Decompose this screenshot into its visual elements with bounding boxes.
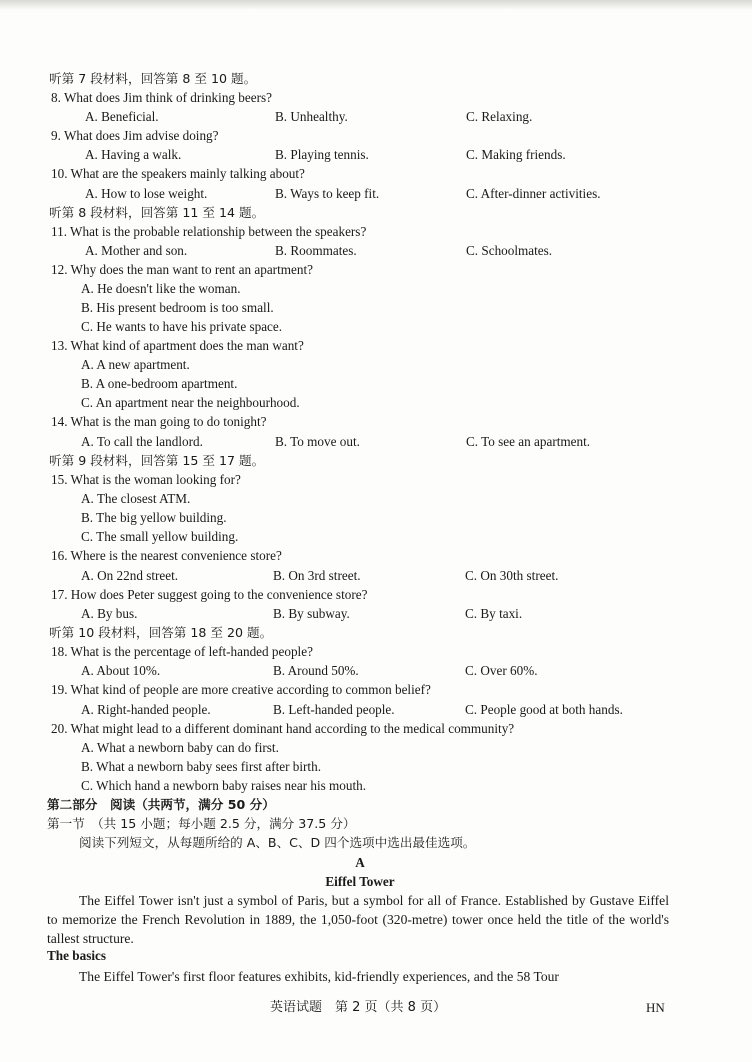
option-b: B. To move out. [275, 434, 360, 449]
instruction: 阅读下列短文，从每题所给的 A、B、C、D 四个选项中选出最佳选项。 [79, 835, 476, 850]
option-c: C. The small yellow building. [81, 529, 239, 544]
option-a: A. To call the landlord. [81, 434, 203, 449]
question-stem: 16. Where is the nearest convenience store? [51, 548, 282, 563]
question-stem: 18. What is the percentage of left-handed people? [51, 644, 313, 659]
question-options [0, 702, 752, 718]
question-stem: 14. What is the man going to do tonight? [51, 414, 267, 429]
option-a: A. Right-handed people. [81, 702, 211, 717]
passage-paragraph [47, 967, 669, 986]
option-c: C. He wants to have his private space. [81, 319, 283, 334]
option-a: A. On 22nd street. [81, 568, 179, 583]
question-stem: 13. What kind of apartment does the man want? [51, 338, 304, 353]
option-c: C. Which hand a newborn baby raises near his mouth. [81, 778, 367, 793]
option-a: A. The closest ATM. [81, 491, 191, 506]
option-a: A. He doesn't like the woman. [81, 281, 241, 296]
question-stem: 11. What is the probable relationship between the speakers? [51, 224, 367, 239]
option-b: B. His present bedroom is too small. [81, 300, 274, 315]
option-b: B. Playing tennis. [275, 147, 369, 162]
paragraph-text: The Eiffel Tower's first floor features exhibits, kid-friendly experiences, and the 58 Tour [79, 969, 559, 984]
question-stem: 15. What is the woman looking for? [51, 472, 241, 487]
passage-paragraph [47, 891, 669, 948]
section-heading: 听第 8 段材料，回答第 11 至 14 题。 [49, 205, 265, 220]
option-c: C. An apartment near the neighbourhood. [81, 395, 300, 410]
question-stem: 12. Why does the man want to rent an apartment? [51, 262, 313, 277]
question-stem: 9. What does Jim advise doing? [51, 128, 219, 143]
question-options [0, 606, 752, 622]
option-c: C. Schoolmates. [466, 243, 553, 258]
subheading: The basics [47, 948, 106, 963]
option-b: B. On 3rd street. [273, 568, 361, 583]
question-options [0, 663, 752, 679]
question-options [0, 147, 752, 163]
option-b: B. Unhealthy. [275, 109, 348, 124]
section-heading: 第一节 （共 15 小题；每小题 2.5 分，满分 37.5 分） [47, 816, 356, 831]
option-c: C. Making friends. [466, 147, 566, 162]
option-c: C. By taxi. [465, 606, 523, 621]
option-b: B. Roommates. [275, 243, 357, 258]
passage-letter: A [355, 855, 365, 870]
page-number: 英语试题 第 2 页（共 8 页） [270, 1000, 447, 1015]
section-heading: 听第 7 段材料，回答第 8 至 10 题。 [49, 71, 257, 86]
option-c: C. On 30th street. [465, 568, 559, 583]
question-stem: 10. What are the speakers mainly talking about? [51, 166, 305, 181]
option-c: C. Relaxing. [466, 109, 533, 124]
option-b: B. The big yellow building. [81, 510, 227, 525]
question-stem: 20. What might lead to a different dominant hand according to the medical community? [51, 721, 515, 736]
question-options [0, 434, 752, 450]
question-options [0, 109, 752, 125]
option-a: A. What a newborn baby can do first. [81, 740, 279, 755]
section-heading: 听第 10 段材料，回答第 18 至 20 题。 [49, 625, 273, 640]
option-b: B. A one-bedroom apartment. [81, 376, 238, 391]
option-a: A. Mother and son. [85, 243, 188, 258]
option-a: A. By bus. [81, 606, 138, 621]
question-stem: 19. What kind of people are more creative according to common belief? [51, 682, 431, 697]
option-b: B. Around 50%. [273, 663, 359, 678]
option-c: C. To see an apartment. [466, 434, 591, 449]
question-stem: 8. What does Jim think of drinking beers? [51, 90, 272, 105]
option-b: B. Ways to keep fit. [275, 186, 380, 201]
option-c: C. People good at both hands. [465, 702, 623, 717]
part-heading: 第二部分 阅读（共两节，满分 50 分） [47, 797, 275, 812]
question-options [0, 243, 752, 259]
section-heading: 听第 9 段材料，回答第 15 至 17 题。 [49, 453, 265, 468]
option-c: C. Over 60%. [465, 663, 538, 678]
option-c: C. After-dinner activities. [466, 186, 601, 201]
question-options [0, 186, 752, 202]
option-a: A. About 10%. [81, 663, 161, 678]
passage-title: Eiffel Tower [325, 874, 395, 889]
region-code: HN [646, 1000, 665, 1015]
option-b: B. By subway. [273, 606, 350, 621]
question-options [0, 568, 752, 584]
option-a: A. Beneficial. [85, 109, 159, 124]
option-a: A. Having a walk. [85, 147, 182, 162]
option-b: B. Left-handed people. [273, 702, 395, 717]
option-a: A. How to lose weight. [85, 186, 208, 201]
option-a: A. A new apartment. [81, 357, 190, 372]
question-stem: 17. How does Peter suggest going to the convenience store? [51, 587, 368, 602]
option-b: B. What a newborn baby sees first after birth. [81, 759, 321, 774]
paragraph-text: The Eiffel Tower isn't just a symbol of Paris, but a symbol for all of France. Established by Gustave Eiffel to memorize the French Revolution in 1889, the 1,050-foot (320-metre) tower once held the title of the world's tallest structure. [47, 893, 669, 946]
